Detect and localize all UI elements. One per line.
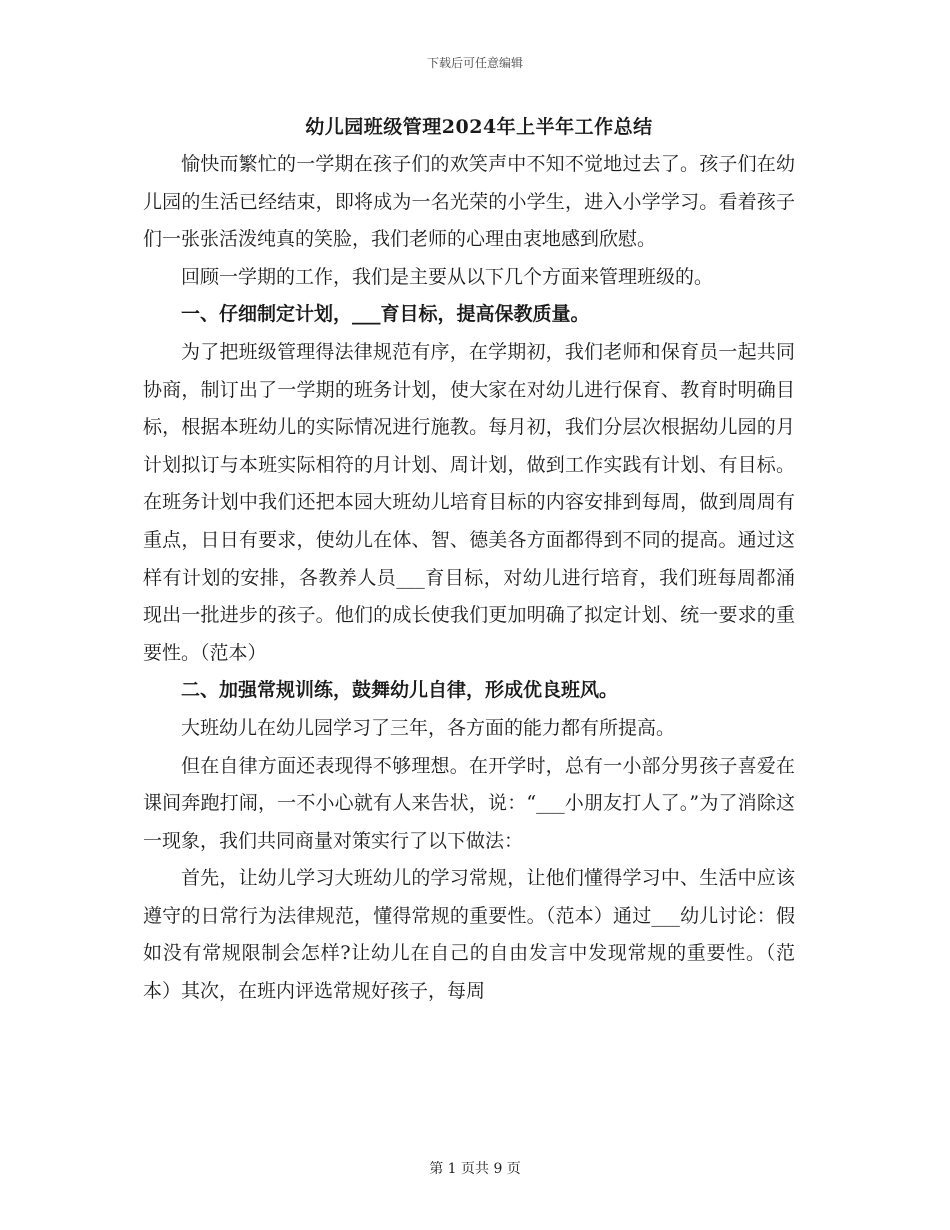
paragraph-planning: 为了把班级管理得法律规范有序，在学期初，我们老师和保育员一起共同协商，制订出了一学期的班务计划，使大家在对幼儿进行保育、教育时明确目标，根据本班幼儿的实际情况进行施教。每月初，我们分层次根据幼儿园的月计划拟订与本班实际相符的月计划、周计划，做到工作实践有计划、有目标。在班务计划中我们还把本园大班幼儿培育目标的内容安排到每周，做到周周有重点，日日有要求，使幼儿在体、智、德美各方面都得到不同的提高。通过这样有计划的安排，各教养人员___育目标，对幼儿进行培育，我们班每周都涌现出一批进步的孩子。他们的成长使我们更加明确了拟定计划、统一要求的重要性。（范本） xyxy=(143,340,795,664)
header-note: 下载后可任意编辑 xyxy=(426,56,523,70)
paragraph-abilities: 大班幼儿在幼儿园学习了三年，各方面的能力都有所提高。 xyxy=(181,716,676,739)
section-heading-2: 二、加强常规训练，鼓舞幼儿自律，形成优良班风。 xyxy=(181,679,619,702)
document-title: 幼儿园班级管理2024年上半年工作总结 xyxy=(305,116,653,138)
paragraph-discipline: 但在自律方面还表现得不够理想。在开学时，总有一小部分男孩子喜爱在课间奔跑打闹，一不小心就有人来告状，说：“___小朋友打人了。”为了消除这一现象，我们共同商量对策实行了以下做法： xyxy=(143,754,795,852)
section-heading-1: 一、仔细制定计划，___育目标，提高保教质量。 xyxy=(181,303,590,326)
page-number: 第 1 页共 9 页 xyxy=(429,1161,521,1177)
document-body xyxy=(143,108,795,1011)
paragraph-review: 回顾一学期的工作，我们是主要从以下几个方面来管理班级的。 xyxy=(181,265,714,288)
paragraph-first-measure: 首先，让幼儿学习大班幼儿的学习常规，让他们懂得学习中、生活中应该遵守的日常行为法律规范，懂得常规的重要性。（范本）通过___幼儿讨论：假如没有常规限制会怎样?让幼儿在自己的自由发言中发现常规的重要性。（范本）其次，在班内评选常规好孩子，每周 xyxy=(143,867,795,1003)
paragraph-intro: 愉快而繁忙的一学期在孩子们的欢笑声中不知不觉地过去了。孩子们在幼儿园的生活已经结束，即将成为一名光荣的小学生，进入小学学习。看着孩子们一张张活泼纯真的笑脸，我们老师的心理由衷地感到欣慰。 xyxy=(143,153,795,251)
